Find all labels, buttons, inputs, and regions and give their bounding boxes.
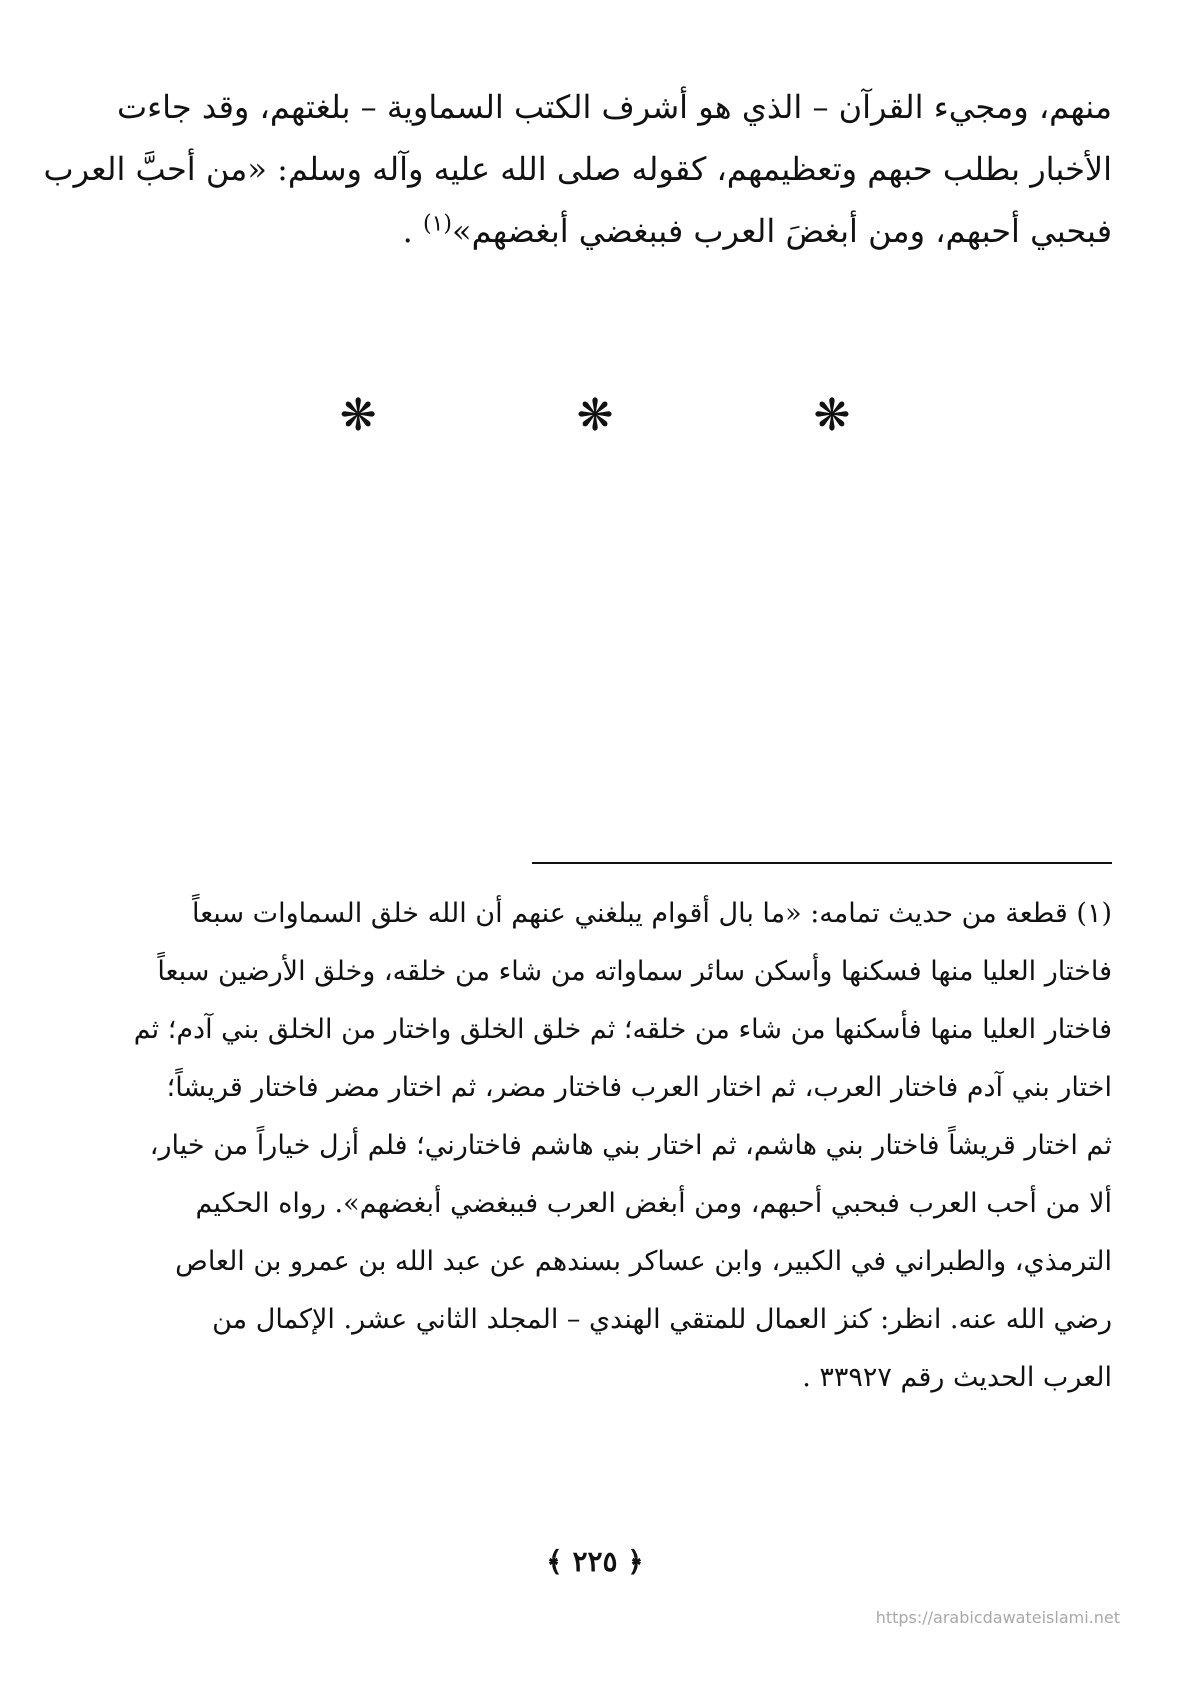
main-text-block <box>43 76 1112 262</box>
end-punctuation: . <box>402 212 423 250</box>
footnote-line: (١) قطعة من حديث تمامه: «ما بال أقوام يبلغني عنهم أن الله خلق السماوات سبعاً <box>192 898 1112 929</box>
footnote-line: ثم اختار قريشاً فاختار بني هاشم، ثم اختار بني هاشم فاختارني؛ فلم أزل خياراً من خيار، <box>149 1130 1112 1161</box>
page-number: ﴿ ٢٢٥ ﴾ <box>546 1545 644 1578</box>
source-watermark: https://arabicdawateislami.net <box>875 1608 1120 1627</box>
main-text-line: الأخبار بطلب حبهم وتعظيمهم، كقوله صلى الله عليه وآله وسلم: «من أحبَّ العرب <box>43 150 1112 188</box>
footnote-line: الترمذي، والطبراني في الكبير، وابن عساكر بسندهم عن عبد الله بن عمرو بن العاص <box>175 1246 1112 1277</box>
asterism-ornament: ❋ <box>339 390 377 441</box>
footnote-line: فاختار العليا منها فسكنها وأسكن سائر سماواته من شاء من خلقه، وخلق الأرضين سبعاً <box>157 956 1112 987</box>
asterism-ornament: ❋ <box>576 390 614 441</box>
main-text-line: فبحبي أحبهم، ومن أبغضَ العرب فببغضي أبغضهم» <box>452 212 1112 250</box>
footnote-line: ألا من أحب العرب فبحبي أحبهم، ومن أبغض العرب فببغضي أبغضهم». رواه الحكيم <box>195 1188 1112 1219</box>
footnote-line: اختار بني آدم فاختار العرب، ثم اختار العرب فاختار مضر، ثم اختار مضر فاختار قريشاً؛ <box>166 1072 1112 1103</box>
asterism-ornament: ❋ <box>813 390 851 441</box>
footnotes-block <box>112 885 1112 1407</box>
footnote-marker: (١) <box>422 211 452 237</box>
footnote-line: العرب الحديث رقم ٣٣٩٢٧ . <box>802 1362 1112 1393</box>
section-separator <box>0 386 1190 446</box>
main-text-line-last <box>112 200 1112 262</box>
footnote-line: فاختار العليا منها فأسكنها من شاء من خلقه؛ ثم خلق الخلق واختار من الخلق بني آدم؛ ثم <box>133 1014 1112 1045</box>
footnote-line: رضي الله عنه. انظر: كنز العمال للمتقي الهندي – المجلد الثاني عشر. الإكمال من <box>212 1304 1112 1335</box>
main-text-line: منهم، ومجيء القرآن – الذي هو أشرف الكتب السماوية – بلغتهم، وقد جاءت <box>116 88 1112 126</box>
footnote-divider <box>532 862 1112 864</box>
